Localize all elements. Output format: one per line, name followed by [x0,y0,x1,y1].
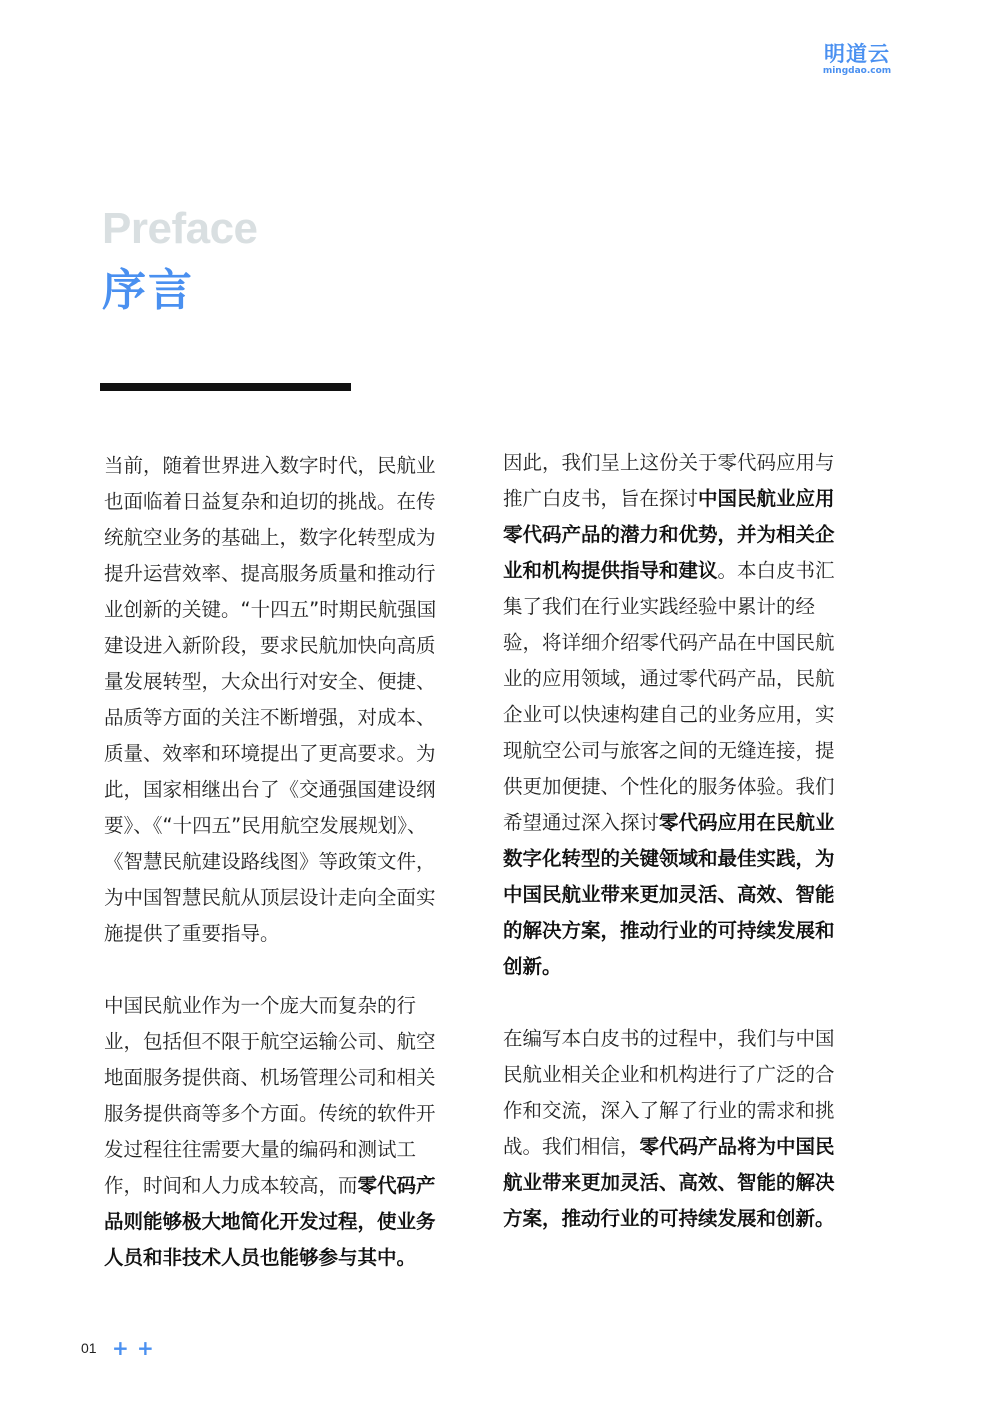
paragraph [503,445,883,985]
bold-text: 方案，推动行业的可持续发展和创新。 [503,1207,835,1230]
text-line [503,697,883,733]
text-line [503,913,883,949]
text-line [503,805,883,841]
bold-text: 品则能够极大地简化开发过程，使业务 [104,1210,436,1233]
body-text: 服务提供商等多个方面。传统的软件开 [104,1102,436,1125]
text-line [503,517,883,553]
text-line [104,1204,484,1240]
text-line [503,1021,883,1057]
body-text: 地面服务提供商、机场管理公司和相关 [104,1066,436,1089]
body-text: 供更加便捷、个性化的服务体验。我们 [503,775,835,798]
logo-text-cn: 明道云 [824,42,890,66]
text-line [503,1201,883,1237]
body-text: 也面临着日益复杂和迫切的挑战。在传 [104,490,436,513]
body-text: 战。我们相信， [503,1135,640,1158]
page-title-en: Preface [102,204,258,253]
text-line [503,1057,883,1093]
body-text: 作，时间和人力成本较高，而 [104,1174,358,1197]
body-text: 业，包括但不限于航空运输公司、航空 [104,1030,436,1053]
text-line [503,733,883,769]
body-text: 。本白皮书汇 [717,559,835,582]
paragraph [104,448,484,952]
plus-icon: + [112,1336,129,1360]
body-text: 建设进入新阶段，要求民航加快向高质 [104,634,436,657]
text-line [104,1024,484,1060]
text-line [104,916,484,952]
text-line [104,1240,484,1276]
text-line [503,1093,883,1129]
text-line [503,481,883,517]
text-line [503,949,883,985]
text-line [104,448,484,484]
body-text: 当前，随着世界进入数字时代，民航业 [104,454,436,477]
text-line [503,769,883,805]
body-text: 《智慧民航建设路线图》等政策文件， [104,850,436,873]
logo-text-en: mingdao.com [822,66,892,76]
body-text: 要》、《“十四五”民用航空发展规划》、 [104,814,427,837]
page-title-cn: 序言 [102,265,194,316]
text-line [104,1096,484,1132]
body-text: 现航空公司与旅客之间的无缝连接，提 [503,739,835,762]
paragraph [503,1021,883,1237]
title-divider [100,383,351,391]
text-line [104,592,484,628]
text-line [503,553,883,589]
text-line [104,520,484,556]
body-text: 提升运营效率、提高服务质量和推动行 [104,562,436,585]
bold-text: 零代码产 [357,1174,436,1197]
text-line [503,625,883,661]
text-line [104,844,484,880]
bold-text: 人员和非技术人员也能够参与其中。 [104,1246,417,1269]
bold-text: 零代码产品将为中国民 [639,1135,835,1158]
bold-text: 业和机构提供指导和建议 [503,559,718,582]
text-line [104,700,484,736]
text-line [503,1129,883,1165]
text-line [503,1165,883,1201]
body-text: 为中国智慧民航从顶层设计走向全面实 [104,886,436,909]
text-line [104,1168,484,1204]
text-line [104,1132,484,1168]
bold-text: 中国民航业带来更加灵活、高效、智能 [503,883,835,906]
body-text: 业创新的关键。“十四五”时期民航强国 [104,598,437,621]
body-text: 在编写本白皮书的过程中，我们与中国 [503,1027,835,1050]
text-line [104,736,484,772]
bold-text: 创新。 [503,955,562,978]
text-line [104,988,484,1024]
body-text: 民航业相关企业和机构进行了广泛的合 [503,1063,835,1086]
bold-text: 航业带来更加灵活、高效、智能的解决 [503,1171,835,1194]
mingdao-logo [822,42,892,76]
body-text: 中国民航业作为一个庞大而复杂的行 [104,994,417,1017]
text-line [104,1060,484,1096]
text-line [104,808,484,844]
text-line [503,877,883,913]
bold-text: 数字化转型的关键领域和最佳实践，为 [503,847,835,870]
text-line [503,841,883,877]
body-text: 品质等方面的关注不断增强，对成本、 [104,706,436,729]
body-text: 质量、效率和环境提出了更高要求。为 [104,742,436,765]
text-line [104,628,484,664]
body-text: 因此，我们呈上这份关于零代码应用与 [503,451,835,474]
body-text: 发过程往往需要大量的编码和测试工 [104,1138,417,1161]
paragraph [104,988,484,1276]
body-text: 此，国家相继出台了《交通强国建设纲 [104,778,436,801]
text-line [104,772,484,808]
text-line [104,664,484,700]
body-text: 业的应用领域，通过零代码产品，民航 [503,667,835,690]
body-text: 集了我们在行业实践经验中累计的经 [503,595,816,618]
text-line [503,589,883,625]
text-line [104,484,484,520]
text-line [104,556,484,592]
body-text: 量发展转型，大众出行对安全、便捷、 [104,670,436,693]
page-number: 01 [81,1340,97,1356]
body-text: 企业可以快速构建自己的业务应用，实 [503,703,835,726]
body-text: 统航空业务的基础上，数字化转型成为 [104,526,436,549]
bold-text: 的解决方案，推动行业的可持续发展和 [503,919,835,942]
body-text: 验，将详细介绍零代码产品在中国民航 [503,631,835,654]
bold-text: 零代码产品的潜力和优势，并为相关企 [503,523,835,546]
bold-text: 零代码应用在民航业 [659,811,835,834]
body-text: 希望通过深入探讨 [503,811,660,834]
plus-icon: + [137,1336,154,1360]
text-line [104,880,484,916]
body-text: 施提供了重要指导。 [104,922,280,945]
body-text: 推广白皮书，旨在探讨 [503,487,699,510]
bold-text: 中国民航业应用 [698,487,835,510]
text-line [503,661,883,697]
text-line [503,445,883,481]
body-text: 作和交流，深入了解了行业的需求和挑 [503,1099,835,1122]
